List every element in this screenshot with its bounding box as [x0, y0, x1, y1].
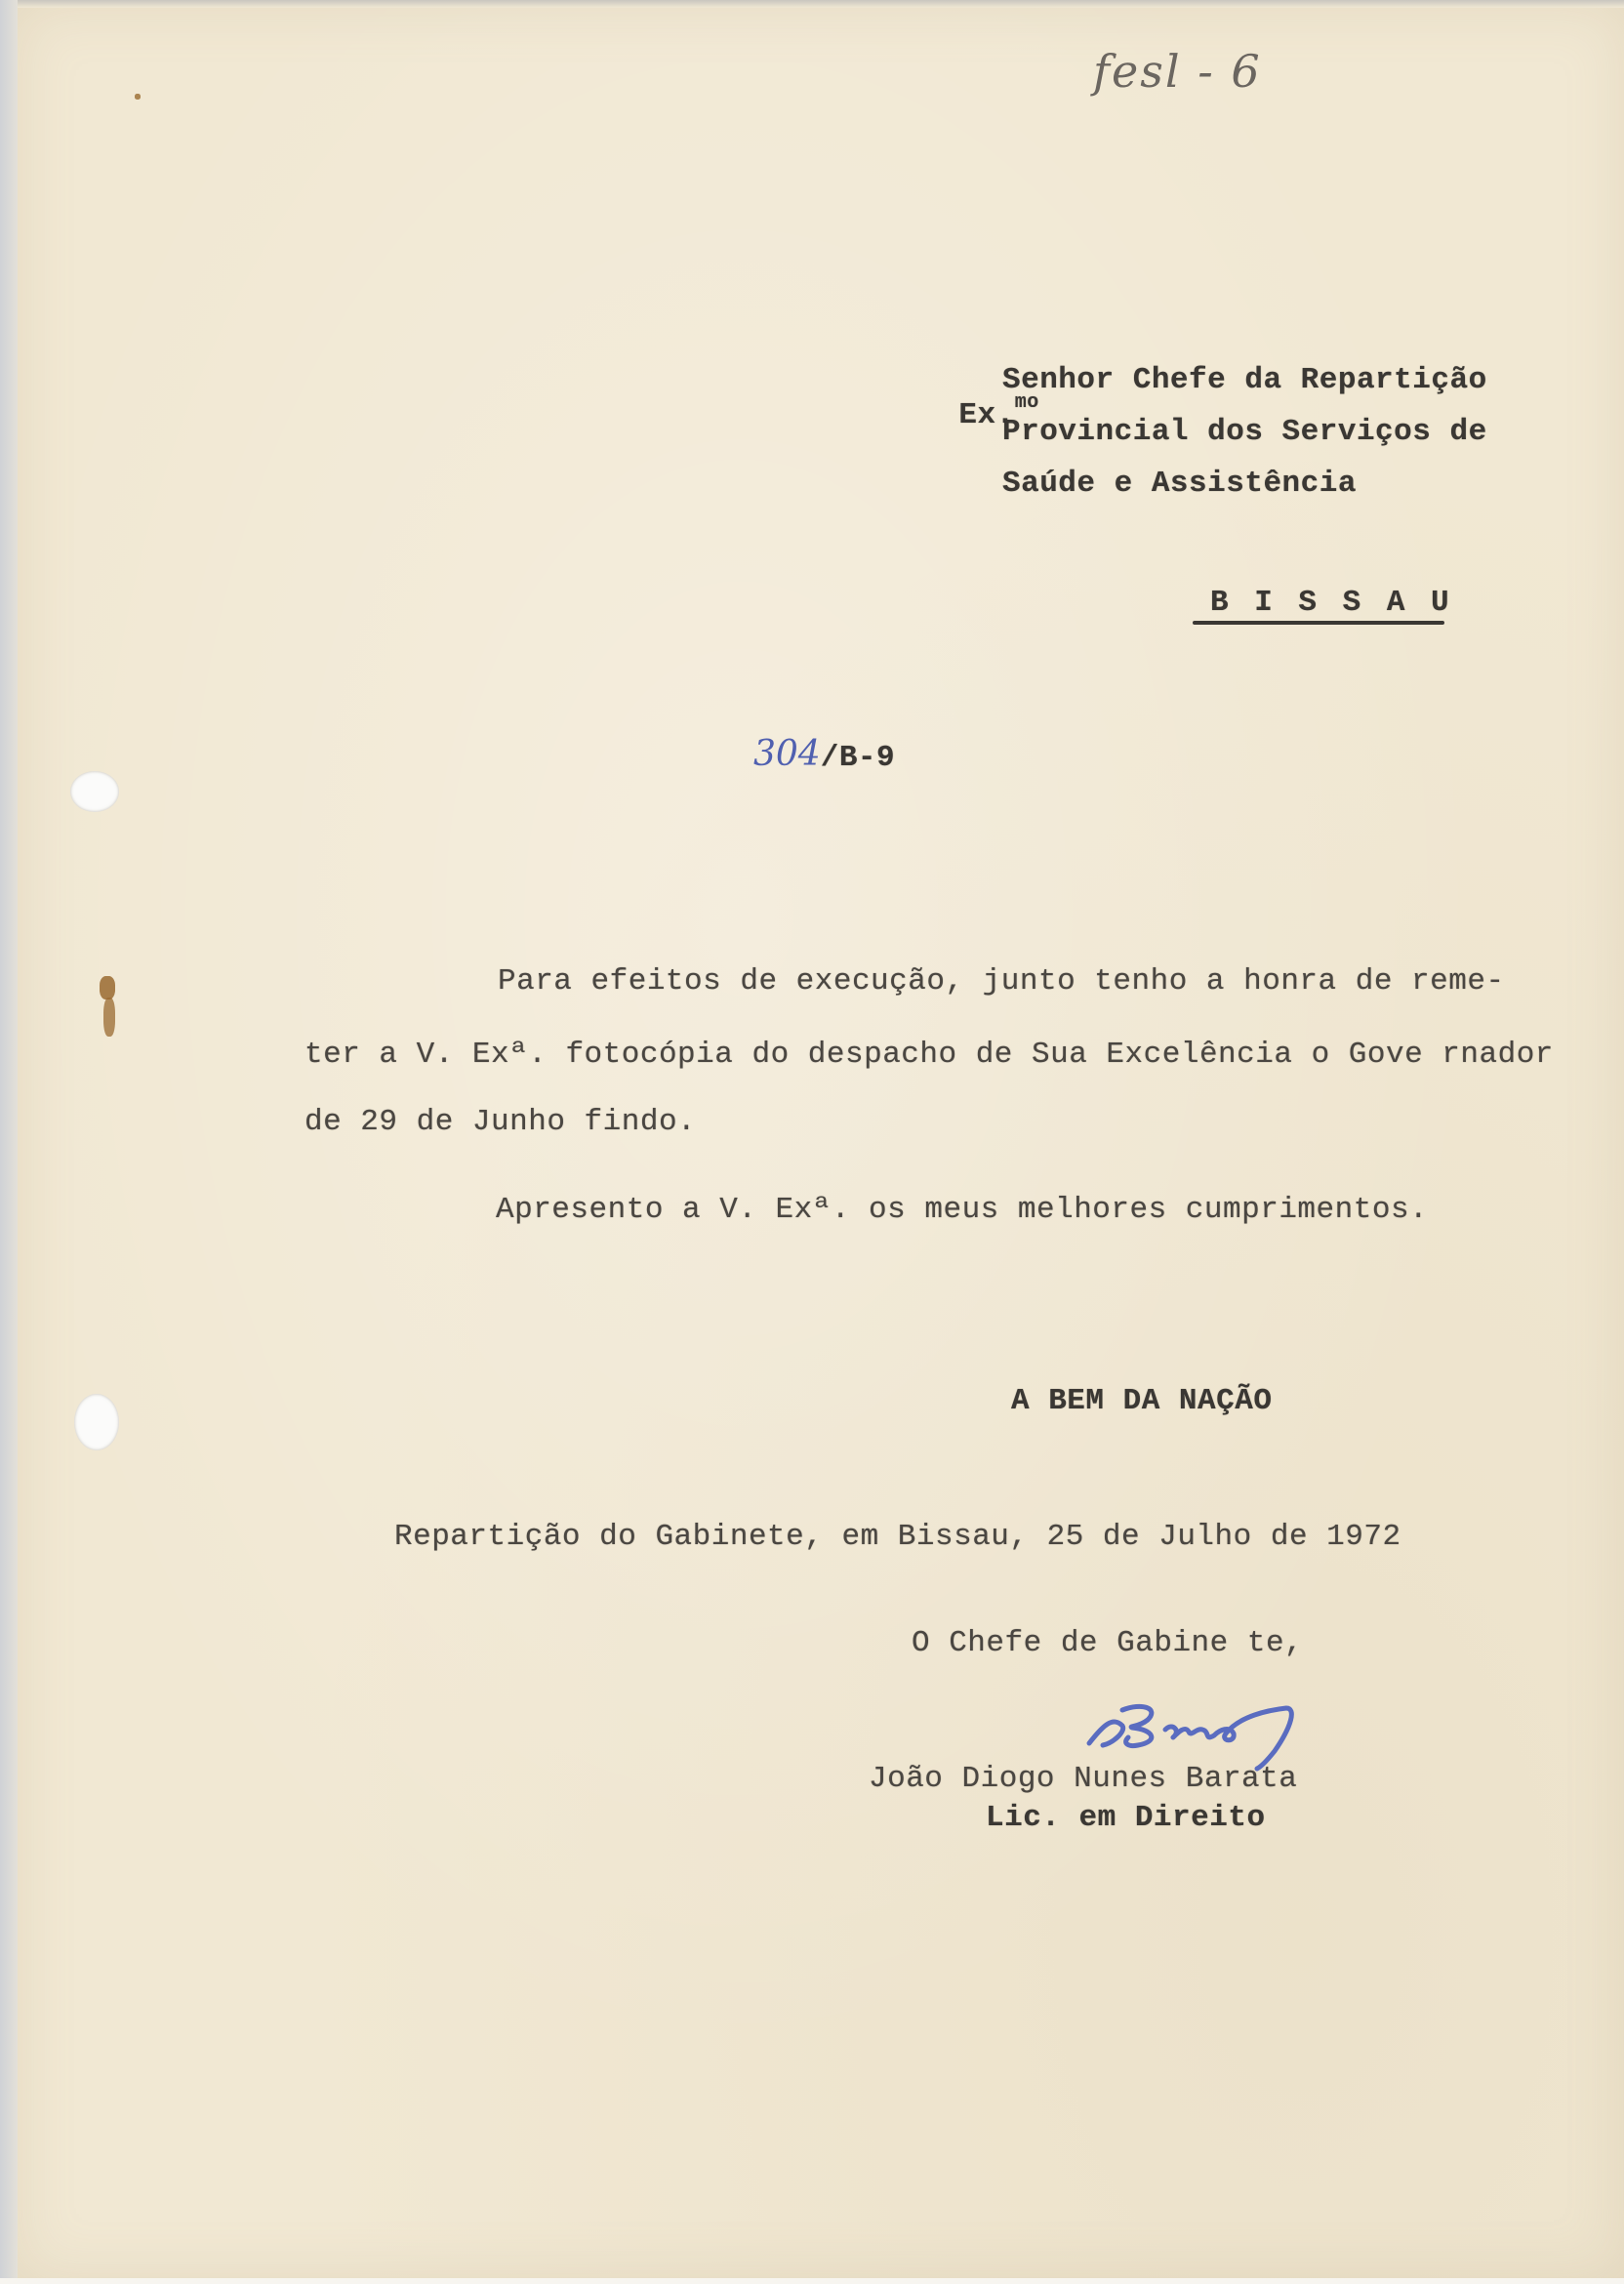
punch-hole-upper — [70, 771, 119, 812]
body-paragraph-1-line-3: de 29 de Junho findo. — [304, 1105, 697, 1139]
archive-annotation: fesl - 6 — [1093, 45, 1262, 98]
reference-handwritten-number: 304 — [753, 734, 821, 774]
punch-hole-lower — [74, 1394, 119, 1450]
addressee-city: B I S S A U — [1210, 586, 1453, 620]
honorific-text: Ex. — [958, 398, 1015, 432]
addressee-line-2: Provincial dos Serviços de — [1002, 415, 1487, 449]
scan-left-edge — [0, 0, 20, 2284]
rust-stain — [100, 976, 115, 999]
body-paragraph-2: Apresento a V. Exª. os meus melhores cumprimentos. — [496, 1193, 1429, 1227]
rust-stain — [103, 998, 115, 1037]
city-underline — [1193, 621, 1444, 625]
closing-motto: A BEM DA NAÇÃO — [1011, 1384, 1273, 1418]
scan-top-edge — [18, 0, 1624, 8]
signatory-title: O Chefe de Gabine te, — [912, 1626, 1304, 1660]
reference-number — [753, 734, 895, 775]
rust-dot — [135, 94, 141, 100]
addressee-line-3: Saúde e Assistência — [1002, 467, 1357, 501]
paper-sheet — [18, 6, 1624, 2278]
honorific-superscript: mo — [1014, 391, 1039, 414]
body-paragraph-1-line-1: Para efeitos de execução, junto tenho a honra de reme- — [498, 964, 1505, 999]
addressee-line-1: Senhor Chefe da Repartição — [1002, 363, 1487, 397]
signatory-qualification: Lic. em Direito — [986, 1801, 1266, 1835]
reference-typed-suffix: /B-9 — [820, 741, 896, 775]
signatory-name: João Diogo Nunes Barata — [869, 1762, 1298, 1796]
closing-place-date: Repartição do Gabinete, em Bissau, 25 de Julho de 1972 — [394, 1520, 1401, 1554]
body-paragraph-1-line-2: ter a V. Exª. fotocópia do despacho de Sua Excelência o Gove rnador — [304, 1038, 1554, 1072]
scan-bottom-edge — [0, 2278, 1624, 2284]
